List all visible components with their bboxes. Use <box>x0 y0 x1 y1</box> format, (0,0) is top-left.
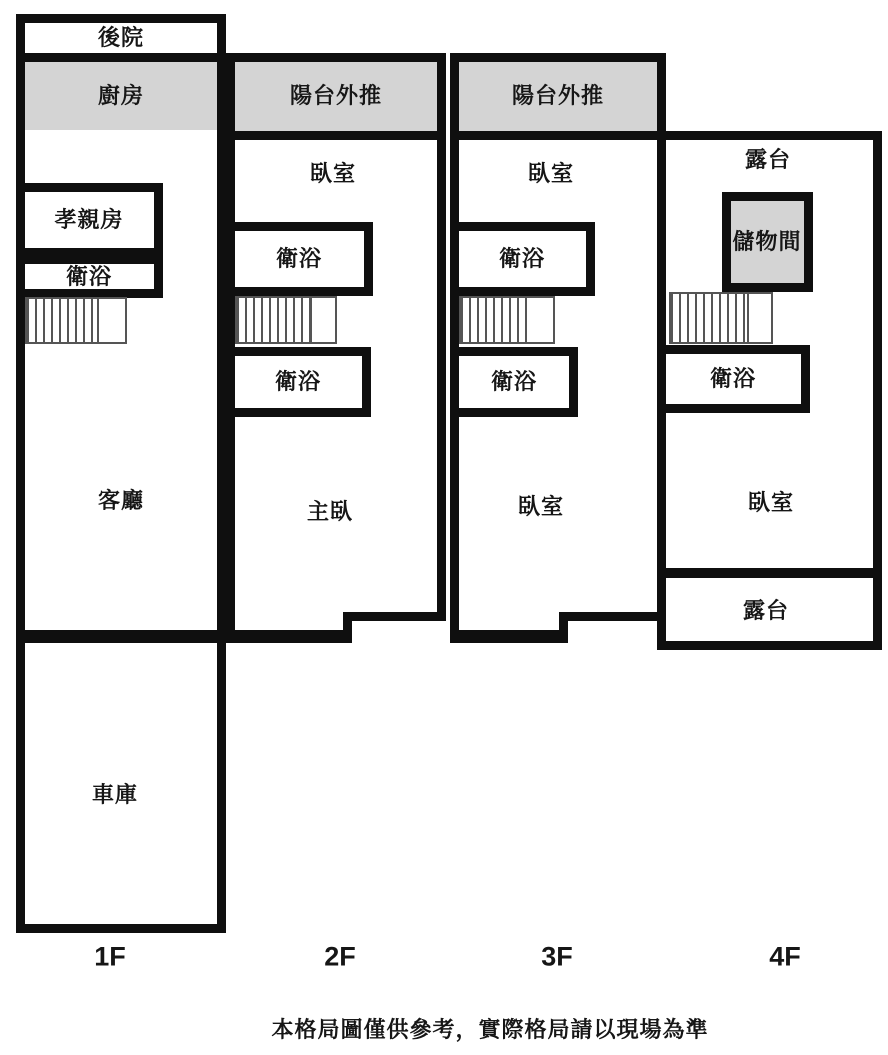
room-label-bedroom-2f: 臥室 <box>309 161 357 186</box>
room-label-bath-1f: 衛浴 <box>65 264 113 289</box>
room-label-parents: 孝親房 <box>54 207 124 232</box>
floor-caption-2f: 2F <box>324 941 356 972</box>
room-label-bath-2f-upper: 衛浴 <box>275 246 323 271</box>
stair-treads-3f <box>461 298 527 342</box>
room-label-balcony-3f: 陽台外推 <box>511 83 605 108</box>
room-label-balcony-2f: 陽台外推 <box>289 83 383 108</box>
room-label-bath-4f: 衛浴 <box>709 366 757 391</box>
stairs-2f <box>235 296 337 344</box>
wall-2f-bottom-low <box>226 630 352 643</box>
room-label-living: 客廳 <box>97 488 145 513</box>
room-label-bath-3f-lower: 衛浴 <box>490 369 538 394</box>
wall-3f-bottom-low <box>450 630 568 643</box>
room-label-bedroom-3f-lower: 臥室 <box>517 494 565 519</box>
wall-2f-right <box>437 131 446 621</box>
room-label-storage: 儲物間 <box>732 229 802 254</box>
room-label-kitchen: 廚房 <box>97 83 145 108</box>
floor-caption-4f: 4F <box>769 941 801 972</box>
floor-caption-1f: 1F <box>94 941 126 972</box>
room-label-terrace-bottom: 露台 <box>742 598 790 623</box>
disclaimer-text: 本格局圖僅供參考，實際格局請以現場為準 <box>271 1017 709 1042</box>
wall-4f-top <box>657 131 882 140</box>
room-label-bath-2f-lower: 衛浴 <box>274 369 322 394</box>
room-label-backyard: 後院 <box>97 25 145 50</box>
wall-garage-bottom <box>16 924 226 933</box>
wall-living-garage-divider <box>16 630 226 643</box>
room-label-bath-3f-upper: 衛浴 <box>498 246 546 271</box>
stairs-4f <box>669 292 773 344</box>
room-label-garage: 車庫 <box>91 782 139 807</box>
wall-4f-bedroom-terrace-divider <box>657 568 882 578</box>
floor-caption-3f: 3F <box>541 941 573 972</box>
room-label-bedroom-4f: 臥室 <box>747 490 795 515</box>
stair-treads-4f <box>671 294 749 342</box>
stair-treads-2f <box>237 298 312 342</box>
stairs-3f <box>459 296 555 344</box>
wall-1f-right <box>217 53 226 933</box>
wall-2f-bottom-high <box>343 612 446 621</box>
stairs-1f <box>25 297 127 344</box>
wall-4f-bottom <box>657 641 882 650</box>
room-label-bedroom-3f-upper: 臥室 <box>527 161 575 186</box>
wall-3f-bottom-high <box>559 612 666 621</box>
stair-treads-1f <box>27 299 99 342</box>
room-label-terrace-top: 露台 <box>744 147 792 172</box>
room-label-master-bedroom: 主臥 <box>306 499 354 524</box>
